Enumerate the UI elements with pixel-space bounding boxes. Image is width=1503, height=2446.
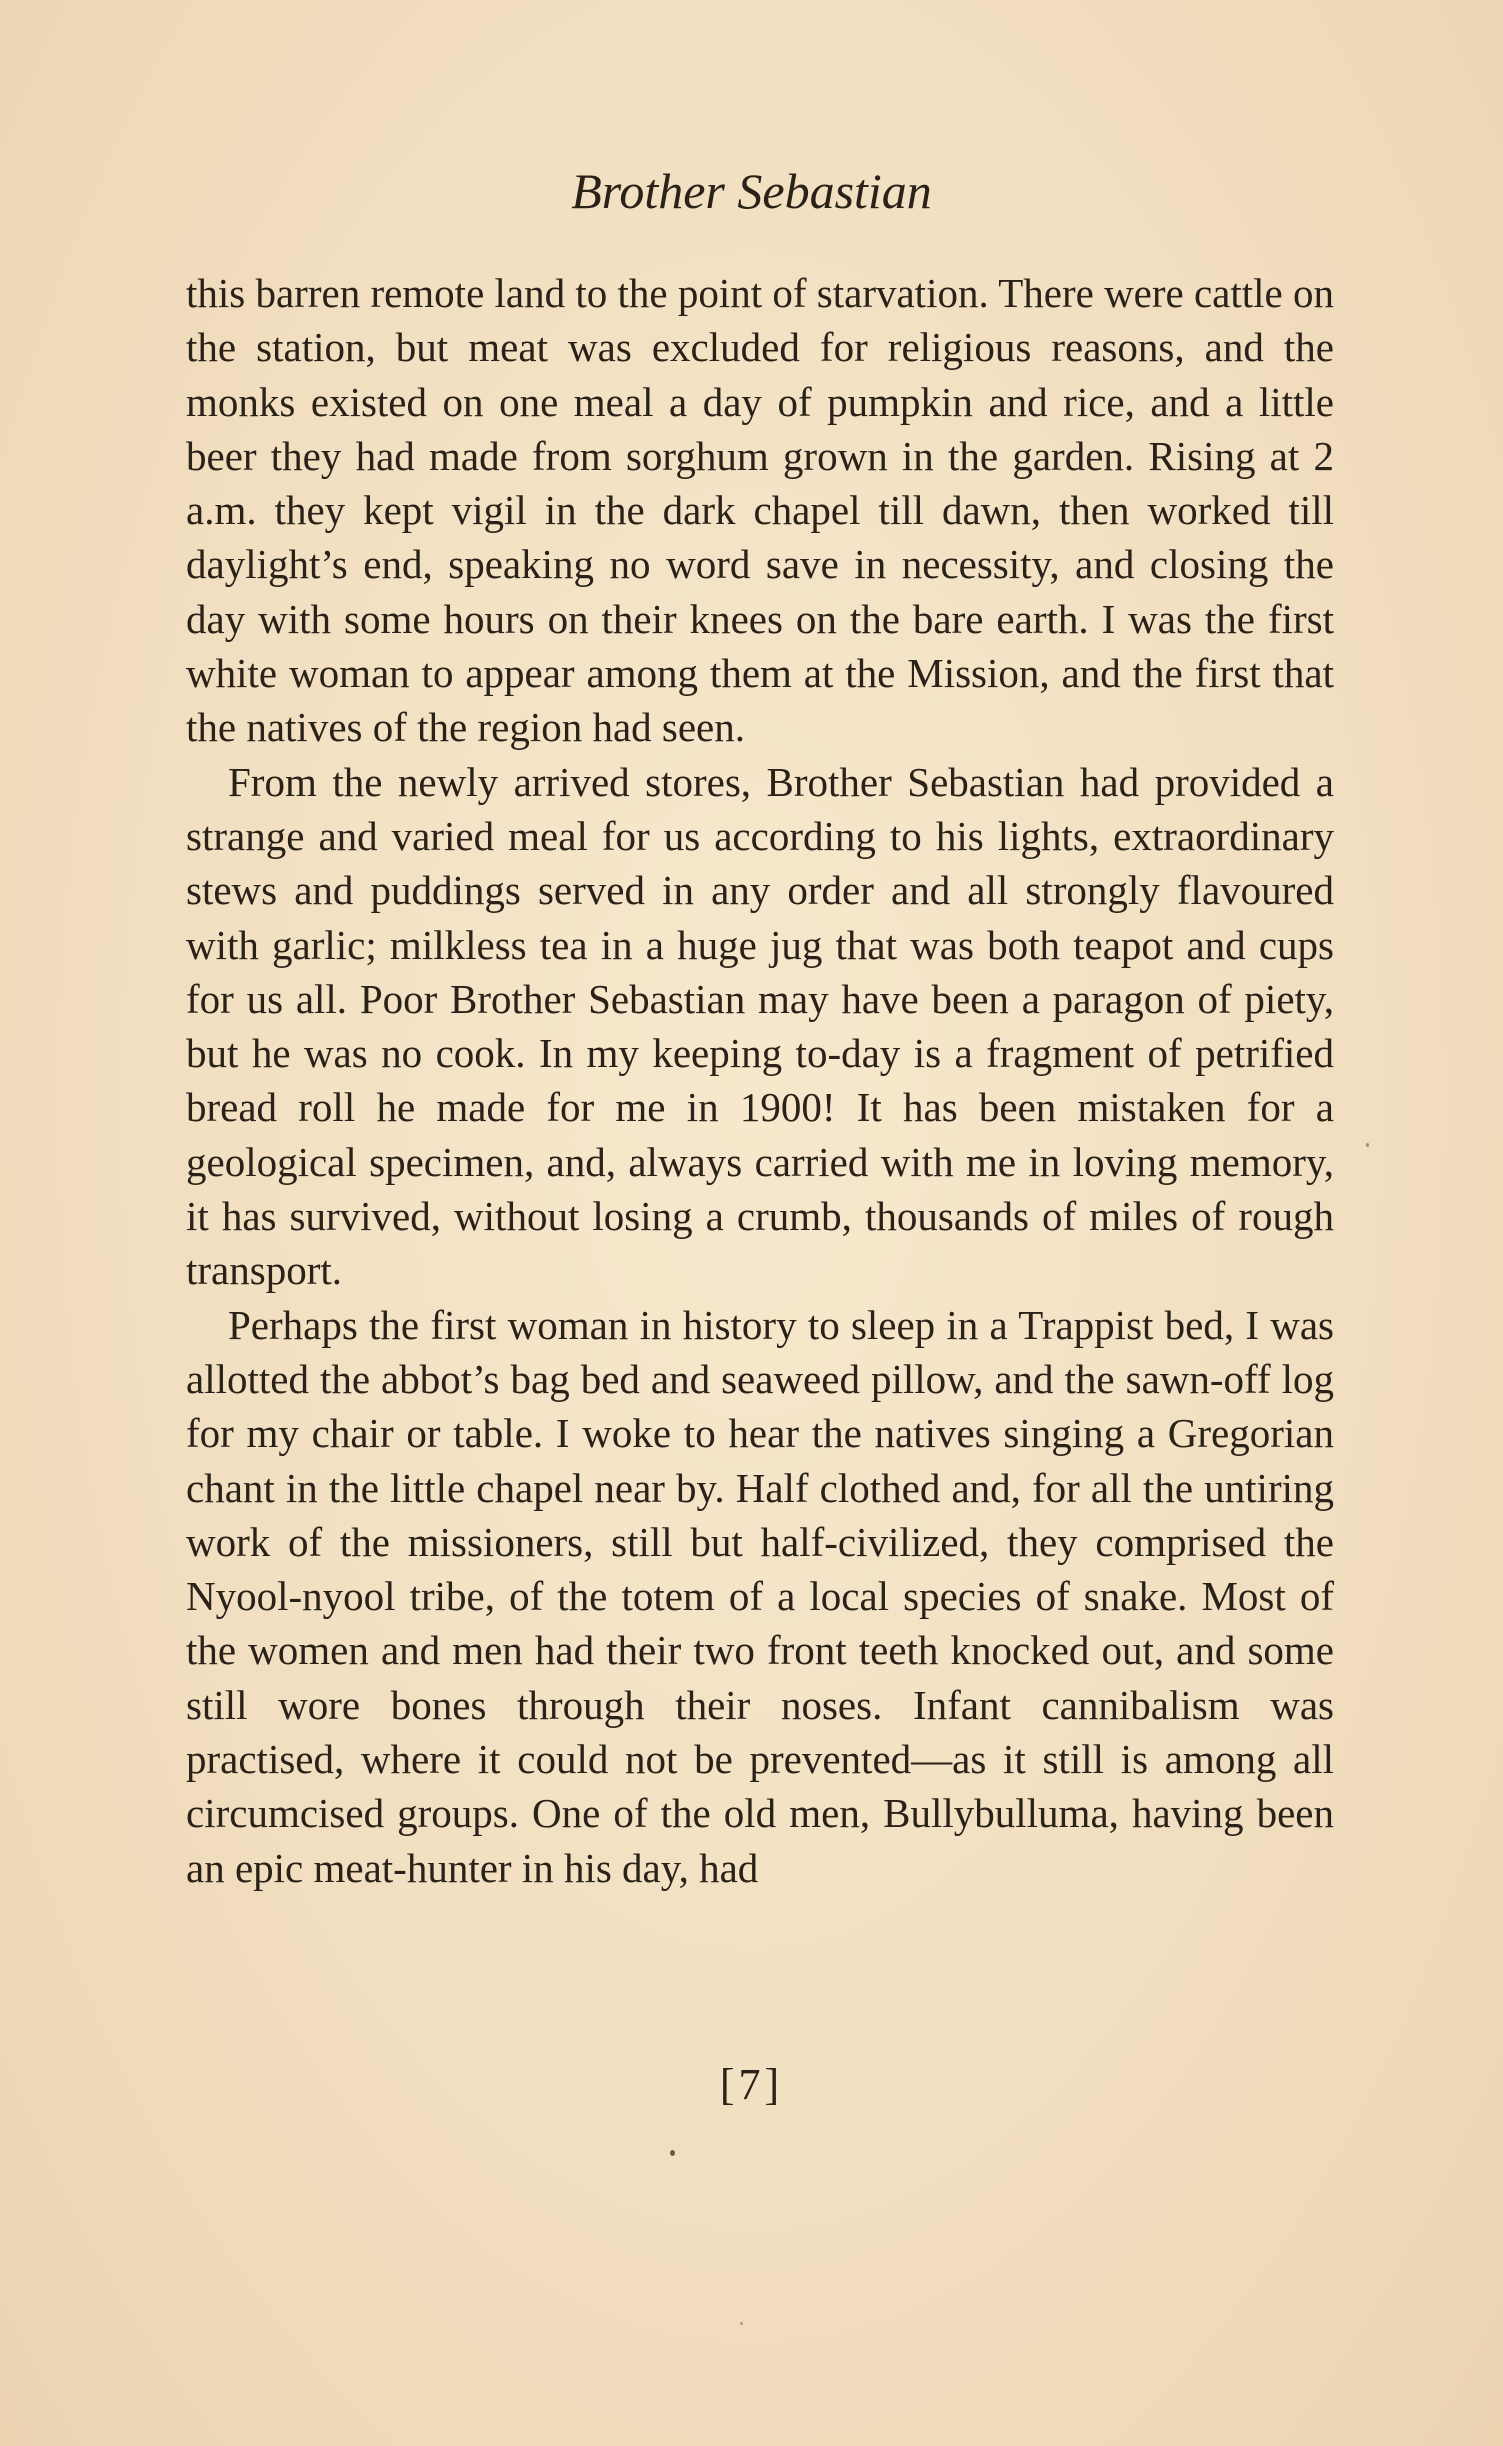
running-head: Brother Sebastian <box>571 163 932 219</box>
paragraph-2: From the newly arrived stores, Brother Sebastian had provided a strange and varied meal for us according to his lights, extraordinary stews and puddings served in any order and all strongly flavoured with garlic; milkless tea in a huge jug that was both teapot and cups for us all. Poor Brother Sebastian may have been a paragon of piety, but he was no cook. In my keeping to-day is a fragment of petrified bread roll he made for me in 1900! It has been mistaken for a geological specimen, and, always carried with me in loving memory, it has survived, without losing a crumb, thousands of miles of rough transport. <box>186 758 1334 1294</box>
paper-speck <box>670 2150 675 2156</box>
paragraph-3: Perhaps the first woman in history to sleep in a Trappist bed, I was allotted the abbot’s bag bed and seaweed pillow, and the sawn-off log for my chair or table. I woke to hear the natives singing a Gregorian chant in the little chapel near by. Half clothed and, for all the untiring work of the missioners, still but half-civilized, they comprised the Nyool-nyool tribe, of the totem of a local species of snake. Most of the women and men had their two front teeth knocked out, and some still wore bones through their noses. Infant cannibalism was practised, where it could not be prevented—as it still is among all circumcised groups. One of the old men, Bullybulluma, having been an epic meat-hunter in his day, had <box>186 1301 1334 1891</box>
paragraph-1: this barren remote land to the point of starvation. There were cattle on the station, but meat was excluded for religious reasons, and the monks existed on one meal a day of pumpkin and rice, and a little beer they had made from sorghum grown in the garden. Rising at 2 a.m. they kept vigil in the dark chapel till dawn, then worked till daylight’s end, speaking no word save in necessity, and closing the day with some hours on their knees on the bare earth. I was the first white woman to appear among them at the Mission, and the first that the natives of the region had seen. <box>186 270 1334 751</box>
page-number: [7] <box>719 2060 784 2109</box>
body-text <box>186 266 1334 1895</box>
paper-speck <box>740 2322 743 2325</box>
paper-speck <box>1366 1143 1369 1147</box>
